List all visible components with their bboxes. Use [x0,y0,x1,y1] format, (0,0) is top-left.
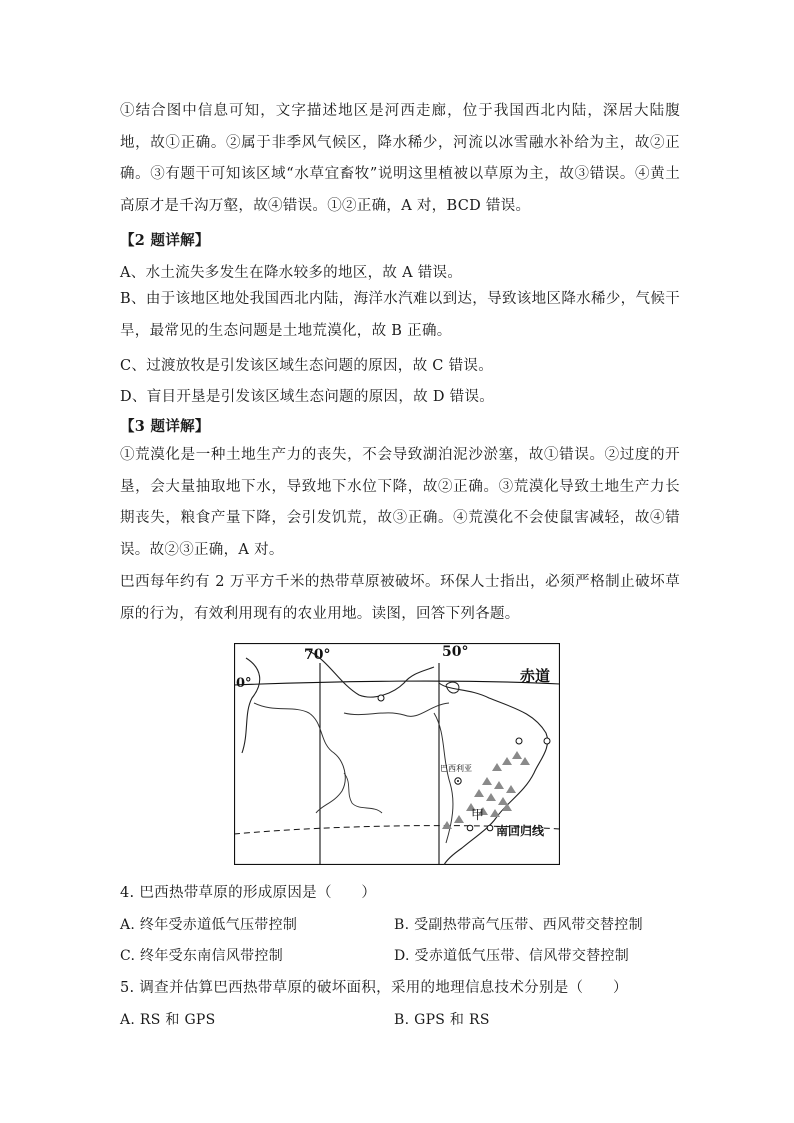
q2-option-a: A、水土流失多发生在降水较多的地区，故 A 错误。 [120,265,463,281]
question-4: 4. 巴西热带草原的形成原因是（ ） [120,885,377,901]
q2-option-b: B、由于该地区地处我国西北内陆，海洋水汽难以到达，导致该地区降水稀少，气候干旱，最常见的生态问题是土地荒漠化，故 B 正确。 [120,291,680,339]
city-marker-northeast [544,738,550,744]
q4-option-b: B. 受副热带高气压带、西风带交替控制 [394,917,643,933]
equator-label: 赤道 [520,667,551,685]
longitude-label-50: 50° [442,644,469,660]
q2-option-d: D、盲目开垦是引发该区域生态问题的原因，故 D 错误。 [120,389,495,405]
latitude-label-0: 0° [236,676,252,691]
city-marker-south-2 [487,825,493,831]
q5-option-b: B. GPS 和 RS [394,1012,490,1028]
question-5: 5. 调查并估算巴西热带草原的破坏面积，采用的地理信息技术分别是（ ） [120,980,628,996]
q4-option-d: D. 受赤道低气压带、信风带交替控制 [394,948,630,964]
q3-heading: 【3 题详解】 [120,418,210,435]
brazil-map-figure [234,643,560,865]
brasilia-marker-dot [457,780,459,782]
city-marker-east [516,738,522,744]
q2-option-c: C、过渡放牧是引发该区域生态问题的原因，故 C 错误。 [120,358,494,374]
brasilia-label: 巴西利亚 [440,764,472,773]
jia-label: 甲 [471,808,485,823]
explanation-q3: ①荒漠化是一种土地生产力的丧失，不会导致湖泊泥沙淤塞，故①错误。②过度的开垦，会大量抽取地下水，导致地下水位下降，故②正确。③荒漠化导致土地生产力长期丧失，粮食产量下降，会引发饥荒，故③正确。④荒漠化不会使鼠害减轻，故④错误。故②③正确，A 对。 [120,447,680,558]
explanation-q1: ①结合图中信息可知，文字描述地区是河西走廊，位于我国西北内陆，深居大陆腹地，故①正确。②属于非季风气候区，降水稀少，河流以冰雪融水补给为主，故②正确。③有题干可知该区域“水草宜畜牧”说明这里植被以草原为主，故③错误。④黄土高原才是千沟万壑，故④错误。①②正确，A 对，BCD 错误。 [120,103,680,214]
q2-heading: 【2 题详解】 [120,232,210,249]
city-marker-north [378,695,384,701]
passage-intro: 巴西每年约有 2 万平方千米的热带草原被破坏。环保人士指出，必须严格制止破坏草原的行为，有效利用现有的农业用地。读图，回答下列各题。 [120,574,680,622]
tropic-label: 南回归线 [496,824,545,838]
q4-option-c: C. 终年受东南信风带控制 [120,948,284,964]
q4-option-a: A. 终年受赤道低气压带控制 [120,917,298,933]
city-marker-south [467,825,473,831]
q5-option-a: A. RS 和 GPS [120,1012,216,1028]
longitude-label-70: 70° [304,647,331,663]
